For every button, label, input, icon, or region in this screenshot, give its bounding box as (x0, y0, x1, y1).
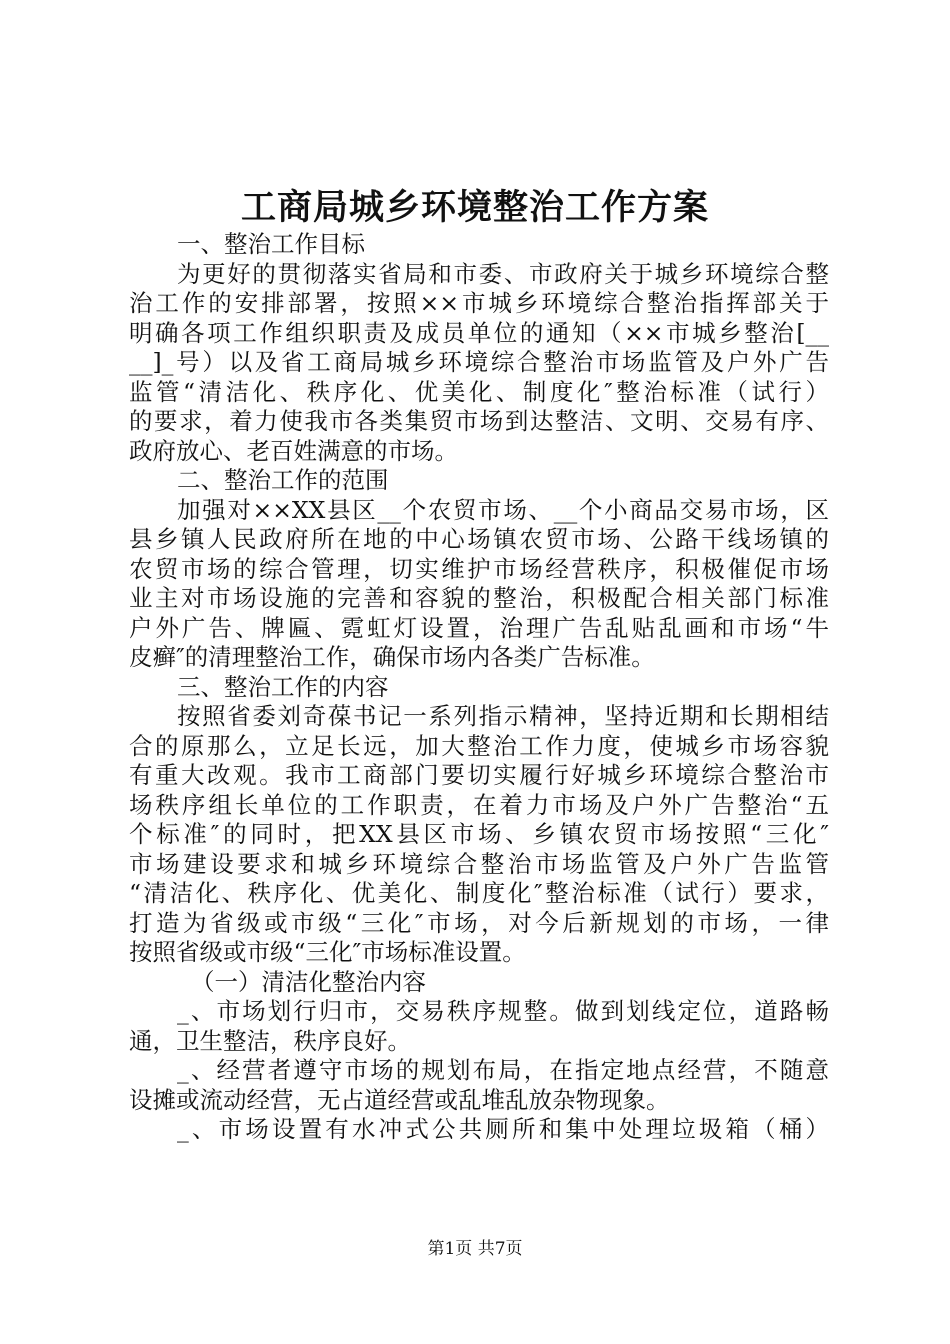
text-line: 市场建设要求和城乡环境综合整治市场监管及户外广告监管 (129, 849, 829, 878)
text-line: 治工作的安排部署，按照××市城乡环境综合整治指挥部关于 (129, 289, 829, 317)
text-line: _、经营者遵守市场的规划布局，在指定地点经营，不随意 (177, 1056, 829, 1084)
text-line: __]_号）以及省工商局城乡环境综合整治市场监管及户外广告 (129, 348, 829, 376)
text-line: 皮癣″的清理整治工作，确保市场内各类广告标准。 (129, 643, 655, 671)
text-line: 通，卫生整洁，秩序良好。 (129, 1026, 411, 1055)
text-line: 按照省委刘奇葆书记一系列指示精神，坚持近期和长期相结 (177, 702, 829, 730)
text-line: 一、整治工作目标 (177, 230, 365, 258)
text-line: 设摊或流动经营，无占道经营或乱堆乱放杂物现象。 (129, 1085, 670, 1114)
text-line: （一）清洁化整治内容 (191, 967, 426, 996)
text-line: 场秩序组长单位的工作职责，在着力市场及户外广告整治“五 (129, 790, 829, 819)
text-line: “清洁化、秩序化、优美化、制度化″整治标准（试行）要求， (129, 879, 829, 907)
text-line: 打造为省级或市级“三化″市场，对今后新规划的市场，一律 (129, 908, 829, 937)
text-line: 户外广告、牌匾、霓虹灯设置，治理广告乱贴乱画和市场“牛 (129, 613, 829, 642)
document-title: 工商局城乡环境整治工作方案 (240, 187, 709, 228)
text-line: _、市场设置有水冲式公共厕所和集中处理垃圾箱（桶） (177, 1115, 829, 1143)
text-line: 县乡镇人民政府所在地的中心场镇农贸市场、公路干线场镇的 (129, 525, 829, 553)
text-line: 监管“清洁化、秩序化、优美化、制度化″整治标准（试行） (129, 377, 829, 406)
page-footer: 第1页 共7页 (427, 1239, 523, 1259)
text-line: 农贸市场的综合管理，切实维护市场经营秩序，积极催促市场 (129, 554, 829, 583)
text-line: 合的原那么，立足长远，加大整治工作力度，使城乡市场容貌 (129, 731, 829, 760)
text-line: _、市场划行归市，交易秩序规整。做到划线定位，道路畅 (177, 997, 829, 1025)
text-line: 业主对市场设施的完善和容貌的整治，积极配合相关部门标准 (129, 584, 829, 612)
text-line: 个标准″的同时，把XX县区市场、乡镇农贸市场按照“三化″ (129, 820, 829, 848)
document-body (129, 230, 829, 1145)
text-line: 明确各项工作组织职责及成员单位的通知（××市城乡整治[__ (129, 318, 829, 347)
text-line: 有重大改观。我市工商部门要切实履行好城乡环境综合整治市 (129, 761, 829, 789)
text-line: 政府放心、老百姓满意的市场。 (129, 436, 458, 465)
text-line: 三、整治工作的内容 (177, 672, 389, 701)
text-line: 加强对××XX县区__个农贸市场、__个小商品交易市场，区 (177, 495, 829, 524)
text-line: 二、整治工作的范围 (177, 466, 389, 494)
text-line: 按照省级或市级“三化″市场标准设置。 (129, 938, 526, 966)
text-line: 为更好的贯彻落实省局和市委、市政府关于城乡环境综合整 (177, 259, 829, 288)
text-line: 的要求，着力使我市各类集贸市场到达整洁、文明、交易有序、 (129, 407, 829, 435)
